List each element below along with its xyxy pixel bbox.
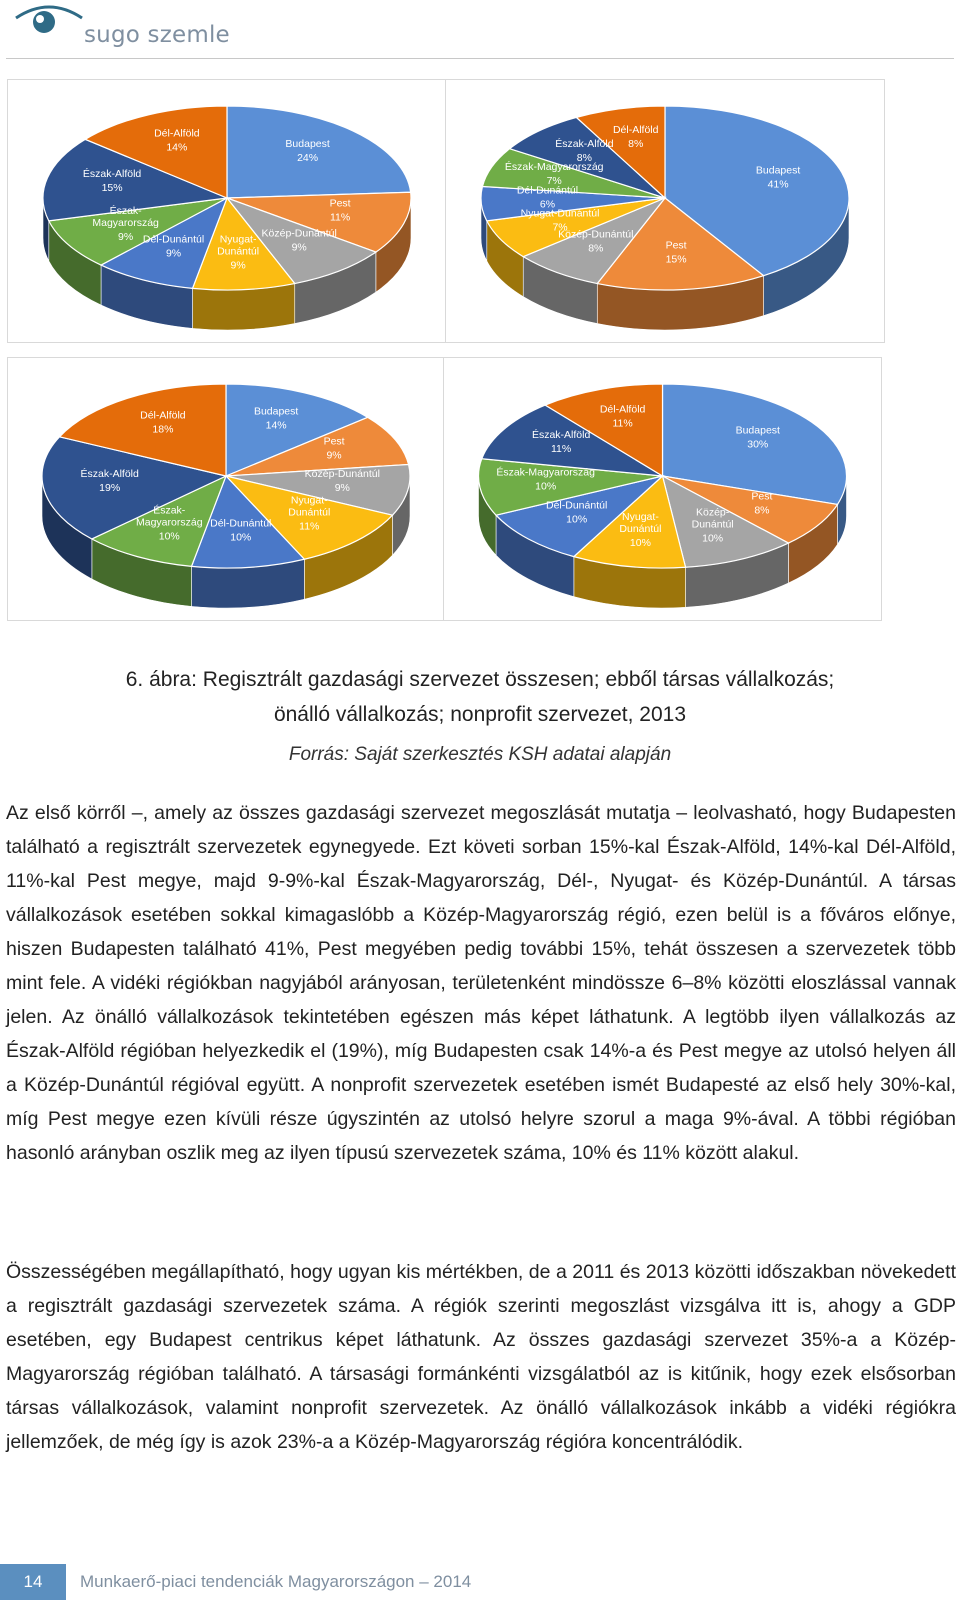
caption-line-1: 6. ábra: Regisztrált gazdasági szervezet összesen; ebből társas vállalkozás;	[125, 668, 835, 691]
slice-label: Dunántúl	[691, 518, 734, 531]
slice-label: Magyarország	[92, 216, 159, 229]
page-footer	[0, 1560, 960, 1600]
slice-label: Nyugat-	[290, 494, 328, 507]
slice-label: Dél-Alföld	[154, 127, 200, 140]
slice-value-label: 14%	[265, 419, 287, 432]
figure-caption	[0, 662, 960, 732]
slice-value-label: 9%	[334, 482, 350, 495]
slice-value-label: 10%	[629, 536, 651, 549]
slice-label: Dunántúl	[288, 506, 331, 519]
slice-label: Magyarország	[136, 516, 203, 529]
slice-value-label: 7%	[552, 221, 568, 234]
slice-value-label: 11%	[329, 211, 351, 224]
slice-label: Dél-Dunántúl	[142, 233, 205, 246]
pie-chart-3-frame	[7, 357, 445, 621]
slice-label: Észak-Magyarország	[504, 161, 604, 174]
slice-value-label: 9%	[326, 449, 342, 462]
slice-label: Nyugat-Dunántúl	[520, 207, 600, 220]
slice-label: Közép-Dunántúl	[304, 468, 380, 481]
slice-label: Dunántúl	[619, 522, 662, 535]
slice-value-label: 8%	[576, 152, 592, 165]
caption-line-2: önálló vállalkozás; nonprofit szervezet, 2013	[273, 703, 687, 726]
slice-value-label: 10%	[702, 532, 724, 545]
slice-label: Pest	[665, 239, 687, 252]
slice-label: Dunántúl	[217, 245, 260, 258]
slice-label: Dél-Alföld	[140, 409, 186, 422]
slice-value-label: 10%	[566, 513, 588, 526]
slice-value-label: 7%	[546, 175, 562, 188]
pie-chart-1	[8, 80, 446, 342]
slice-value-label: 11%	[299, 520, 320, 533]
slice-label: Dél-Alföld	[612, 123, 659, 136]
slice-value-label: 41%	[767, 178, 789, 191]
slice-value-label: 9%	[230, 259, 246, 272]
slice-label: Dél-Alföld	[599, 403, 646, 416]
slice-label: Pest	[751, 490, 773, 503]
slice-value-label: 15%	[101, 182, 123, 195]
header-rule	[6, 58, 954, 59]
slice-label: Észak-Magyarország	[496, 466, 595, 479]
pie-chart-3	[8, 358, 444, 620]
pie-slice	[227, 106, 411, 198]
slice-label: Észak-	[109, 204, 142, 217]
slice-label: Észak-Alföld	[82, 168, 142, 181]
page-number: 14	[0, 1564, 66, 1600]
pie-top	[43, 106, 411, 290]
slice-value-label: 10%	[158, 530, 180, 543]
slice-label: Nyugat-	[219, 233, 257, 246]
slice-label: Közép-Dunántúl	[558, 228, 634, 241]
slice-label: Pest	[329, 197, 351, 210]
slice-label: Észak-Alföld	[80, 468, 139, 481]
slice-value-label: 6%	[539, 198, 556, 211]
eye-logo-icon	[14, 2, 84, 42]
slice-value-label: 30%	[747, 438, 769, 451]
slice-value-label: 8%	[588, 242, 604, 255]
slice-label: Budapest	[735, 424, 780, 437]
slice-value-label: 14%	[166, 141, 188, 154]
slice-label: Közép-	[695, 506, 730, 519]
slice-label: Dél-Dunántúl	[210, 517, 272, 530]
slice-label: Közép-Dunántúl	[261, 227, 337, 240]
slice-label: Budapest	[755, 164, 801, 177]
pie-chart-2	[446, 80, 884, 342]
slice-label: Dél-Dunántúl	[516, 184, 579, 197]
slice-label: Észak-Alföld	[531, 429, 591, 442]
slice-value-label: 11%	[551, 443, 572, 456]
slice-value-label: 11%	[612, 417, 633, 430]
pie-chart-2-frame	[445, 79, 885, 343]
slice-label: Dél-Dunántúl	[546, 499, 608, 512]
slice-value-label: 9%	[291, 241, 307, 254]
logo-text: sugo szemle	[84, 22, 230, 48]
slice-value-label: 9%	[118, 230, 134, 243]
pie-chart-4	[444, 358, 881, 620]
footer-title: Munkaerő-piaci tendenciák Magyarországon – 2014	[80, 1572, 472, 1591]
pie-slice-side	[193, 284, 295, 330]
slice-value-label: 18%	[152, 423, 174, 436]
slice-label: Budapest	[285, 138, 330, 151]
slice-value-label: 19%	[99, 482, 121, 495]
slice-label: Észak-Alföld	[555, 138, 614, 151]
slice-label: Pest	[323, 435, 345, 448]
slice-label: Észak-	[153, 504, 186, 517]
slice-value-label: 8%	[628, 137, 644, 150]
slice-value-label: 15%	[665, 253, 687, 266]
pie-chart-1-frame	[7, 79, 447, 343]
slice-value-label: 9%	[165, 247, 182, 260]
slice-value-label: 10%	[230, 531, 252, 544]
page-header	[0, 0, 960, 64]
slice-value-label: 10%	[535, 480, 557, 493]
pie-chart-4-frame	[443, 357, 882, 621]
body-paragraph-2: Összességében megállapítható, hogy ugyan kis mértékben, de a 2011 és 2013 közötti időszakban növekedett a regisztrált gazdasági szervezetek száma. A régiók szerinti megoszlást vizsgálva itt is, ahogy a GDP esetében, egy Budapest centrikus képet láthatunk. Az összes gazdasági szervezet 35%-a a Közép-Magyarország régióban található. A társasági formánkénti vizsgálatból az is kitűnik, hogy ezek elsősorban társas vállalkozások, valamint nonprofit szervezetek. Az önálló vállalkozások inkább a vidéki régiókra jellemzőek, de még így is azok 23%-a a Közép-Magyarország régióra koncentrálódik.	[6, 1261, 956, 1453]
slice-label: Nyugat-	[622, 510, 659, 523]
slice-value-label: 8%	[754, 504, 770, 517]
slice-label: Budapest	[253, 405, 299, 418]
figure-source: Forrás: Saját szerkesztés KSH adatai alapján	[288, 744, 672, 765]
body-paragraph-1: Az első körről –, amely az összes gazdasági szervezet megoszlását mutatja – leolvasható, hogy Budapesten található a regisztrált szervezetek egynegyede. Ezt követi sorban 15%-kal Észak-Alföld, 14%-kal Dél-Alföld, 11%-kal Pest megye, majd 9-9%-kal Észak-Magyarország, Dél-, Nyugat- és Közép-Dunántúl. A társas vállalkozások esetében sokkal kimagaslóbb a Közép-Magyarország régió, ezen belül is a főváros előnye, hiszen Budapesten található 41%, Pest megyében pedig további 15%, tehát összesen a szervezetek több mint fele. A vidéki régiókban nagyjából arányosan, területenként mindössze 6–8% közötti eloszlással vannak jelen. Az önálló vállalkozások tekintetében egészen más képet láthatunk. A legtöbb ilyen vállalkozás az Észak-Alföld régióban helyezkedik el (19%), míg Budapesten csak 14%-a és Pest megye az utolsó helyen áll a Közép-Dunántúl régióval együtt. A nonprofit szervezetek esetében ismét Budapesté az első hely 30%-kal, míg Pest megye ezen kívüli része úgyszintén az utolsó helyre szorul a maga 9%-ával. A többi régióban hasonló arányban oszlik meg az ilyen típusú szervezetek száma, 10% és 11% között alakul.	[6, 802, 956, 1164]
slice-value-label: 24%	[297, 152, 319, 165]
